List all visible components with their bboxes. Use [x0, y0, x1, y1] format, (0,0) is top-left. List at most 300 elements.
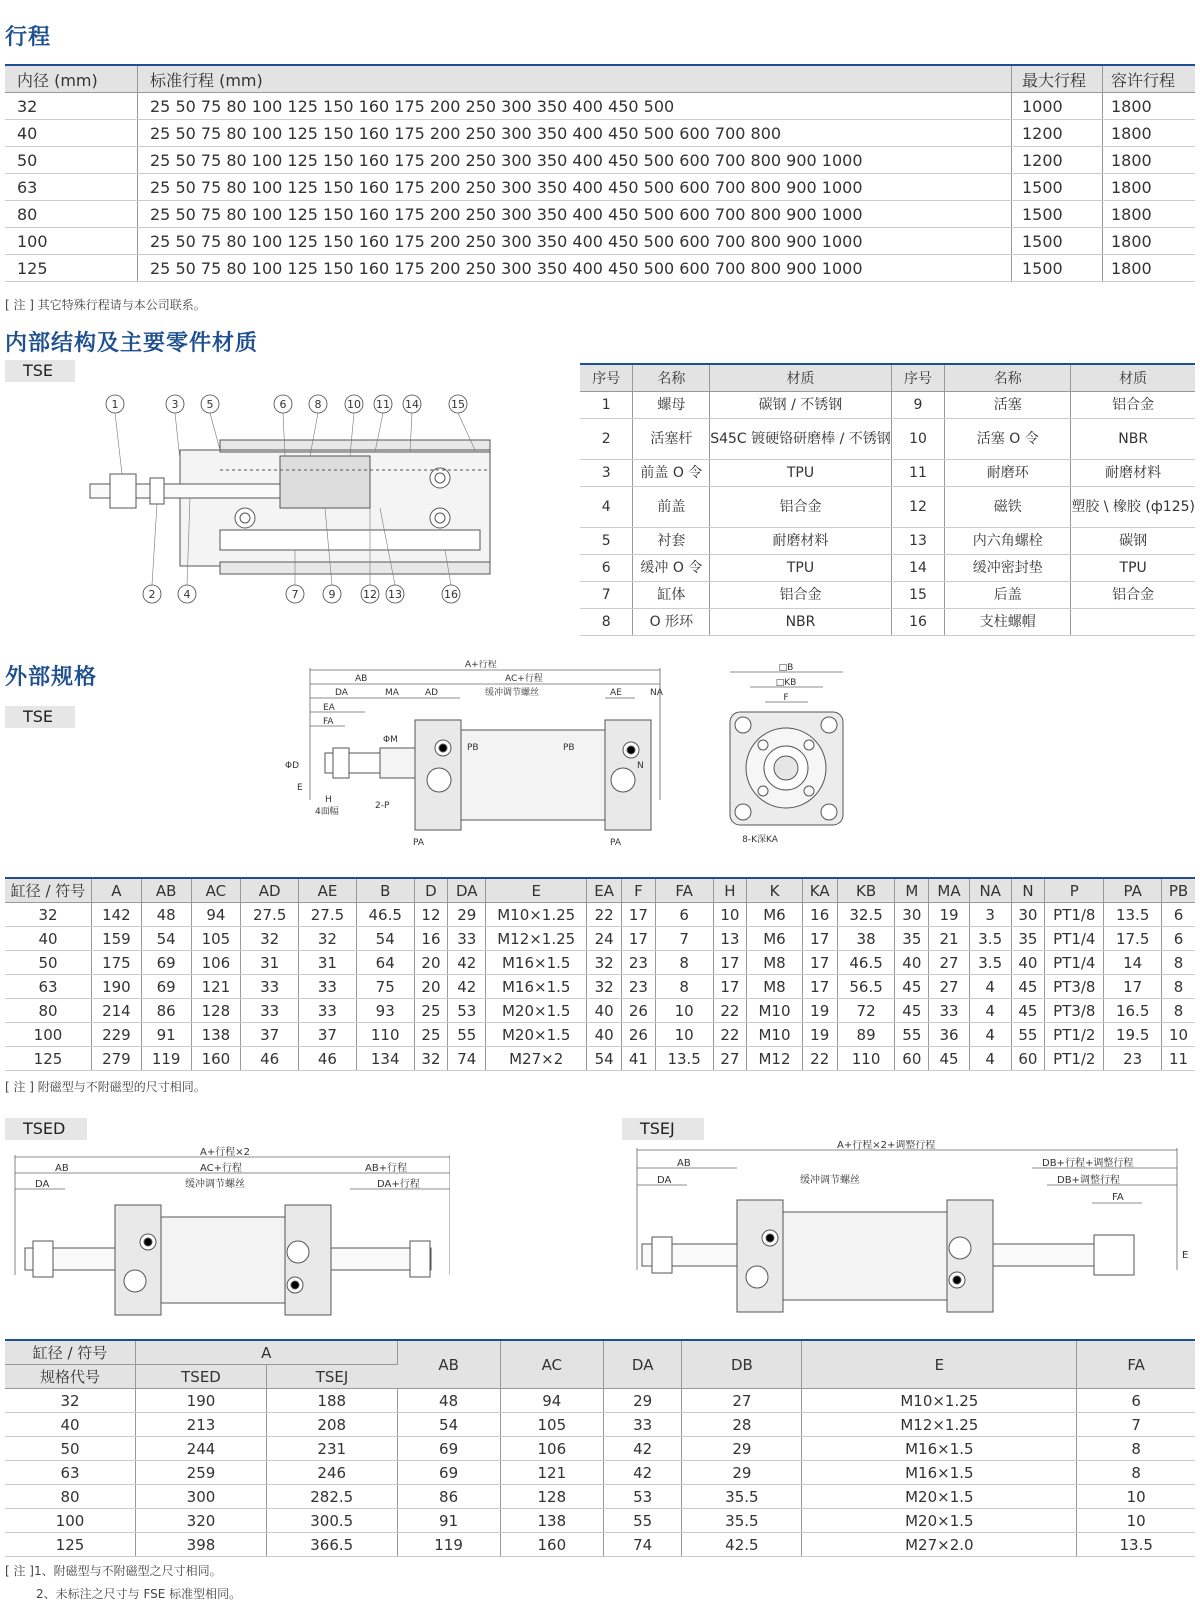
dim-label: 缓冲调节螺丝 [485, 688, 540, 698]
external-dim-cell: 33 [241, 999, 299, 1023]
mat-header: 序号 [891, 364, 944, 392]
table-row [5, 147, 1195, 174]
external-dim-cell: 45 [895, 975, 929, 999]
external-dim-cell: 4 [969, 1047, 1011, 1071]
dim-label: AC+行程 [505, 674, 543, 684]
table-row [5, 201, 1195, 228]
table-row [5, 903, 1195, 927]
external-dim-cell: 121 [191, 975, 241, 999]
external-dim-cell: 279 [92, 1047, 142, 1071]
double-dim-cell: 213 [136, 1413, 267, 1437]
material-cell: TPU [1071, 555, 1195, 582]
double-dim-cell: 54 [397, 1413, 500, 1437]
table-row [580, 392, 1195, 419]
external-header-cell: AE [299, 878, 357, 903]
external-dim-cell: 48 [141, 903, 191, 927]
double-dim-cell: 300.5 [267, 1509, 398, 1533]
external-dim-cell: 30 [895, 903, 929, 927]
double-dim-cell: 282.5 [267, 1485, 398, 1509]
external-dim-cell: 33 [299, 975, 357, 999]
stroke-max-cell: 1500 [1012, 255, 1103, 282]
external-dim-cell: 93 [356, 999, 414, 1023]
external-dim-cell: 37 [241, 1023, 299, 1047]
table-row [580, 528, 1195, 555]
dim-label: FA [323, 717, 334, 727]
external-dim-cell: 42 [448, 951, 486, 975]
external-dim-cell: PT1/2 [1045, 1047, 1104, 1071]
material-cell: 耐磨材料 [1071, 460, 1195, 487]
external-dim-cell: 45 [1011, 999, 1045, 1023]
double-dim-cell: M20×1.5 [802, 1485, 1077, 1509]
external-header-cell: KB [837, 878, 895, 903]
material-cell: S45C 镀硬铬研磨棒 / 不锈钢 [710, 419, 892, 460]
dim-label: MA [385, 688, 399, 698]
stroke-bore-cell: 100 [5, 228, 138, 255]
stroke-header-standard: 标准行程 (mm) [138, 65, 1012, 93]
material-cell: 铝合金 [710, 487, 892, 528]
external-dim-cell: 17.5 [1104, 927, 1162, 951]
external-tag: TSE [5, 706, 75, 728]
stroke-header-bore: 内径 (mm) [5, 65, 138, 93]
callout-bottom: 9 [328, 588, 336, 601]
stroke-allow-cell: 1800 [1103, 120, 1196, 147]
double-header: TSEJ [267, 1365, 398, 1389]
double-header: DB [682, 1340, 802, 1389]
external-dim-cell: 32 [414, 1047, 448, 1071]
table-row [5, 93, 1195, 120]
dim-label: DA [657, 1175, 672, 1186]
mat-header: 材质 [710, 364, 892, 392]
stroke-table [5, 64, 1195, 282]
external-dim-cell: 175 [92, 951, 142, 975]
double-rod-table [5, 1339, 1195, 1557]
external-dim-cell: 22 [802, 1047, 837, 1071]
table-row [5, 1389, 1195, 1413]
external-dim-cell: 3 [969, 903, 1011, 927]
double-header: 规格代号 [5, 1365, 136, 1389]
dim-label: DB+行程+调整行程 [1042, 1158, 1134, 1169]
stroke-header-allow: 容许行程 [1103, 65, 1196, 93]
material-cell: 内六角螺栓 [945, 528, 1071, 555]
external-header-cell: H [713, 878, 747, 903]
dim-label: 4面幅 [315, 807, 339, 817]
table-row [580, 555, 1195, 582]
double-dim-cell: 32 [5, 1389, 136, 1413]
external-dim-cell: 17 [622, 903, 656, 927]
callout-top: 15 [451, 398, 465, 411]
dim-label: PA [610, 838, 622, 848]
external-dim-cell: 64 [356, 951, 414, 975]
external-dim-cell: 31 [299, 951, 357, 975]
external-dim-cell: 69 [141, 951, 191, 975]
callout-top: 8 [314, 398, 322, 411]
external-dim-cell: 55 [895, 1023, 929, 1047]
stroke-table-header [5, 65, 1195, 93]
external-dim-cell: 32.5 [837, 903, 895, 927]
stroke-max-cell: 1000 [1012, 93, 1103, 120]
table-row [580, 609, 1195, 636]
material-cell: 8 [580, 609, 633, 636]
external-dim-cell: 16 [802, 903, 837, 927]
material-cell: 支柱螺帽 [945, 609, 1071, 636]
external-note: [ 注 ] 附磁型与不附磁型的尺寸相同。 [5, 1080, 206, 1094]
dim-label: A+行程 [465, 660, 497, 670]
external-dim-cell: 8 [655, 951, 713, 975]
stroke-bore-cell: 40 [5, 120, 138, 147]
external-dim-cell: 33 [929, 999, 970, 1023]
piston [280, 456, 370, 508]
material-cell: 7 [580, 582, 633, 609]
double-header: E [802, 1340, 1077, 1389]
external-dim-cell: 32 [587, 951, 622, 975]
double-dim-cell: 42 [603, 1437, 682, 1461]
external-header-cell: F [622, 878, 656, 903]
external-header-cell: A [92, 878, 142, 903]
external-header-cell: M [895, 878, 929, 903]
dim-label: DA+行程 [377, 1179, 420, 1190]
callout-bottom: 2 [148, 588, 156, 601]
double-dim-cell: 80 [5, 1485, 136, 1509]
external-dim-cell: 3.5 [969, 951, 1011, 975]
double-dim-cell: 10 [1077, 1509, 1195, 1533]
barrel [461, 730, 605, 820]
material-cell: 16 [891, 609, 944, 636]
external-header-cell: PB [1162, 878, 1195, 903]
external-dim-cell: 22 [713, 1023, 747, 1047]
material-cell: 5 [580, 528, 633, 555]
external-dim-cell: 16 [414, 927, 448, 951]
external-dim-cell: PT1/4 [1045, 951, 1104, 975]
external-header-cell: E [486, 878, 587, 903]
callout-bottom: 16 [444, 588, 458, 601]
table-row [5, 255, 1195, 282]
stroke-standard-cell: 25 50 75 80 100 125 150 160 175 200 250 300 350 400 450 500 600 700 800 900 1000 [138, 147, 1012, 174]
callout-top: 1 [111, 398, 119, 411]
external-dim-cell: 17 [713, 975, 747, 999]
external-dim-cell: 72 [837, 999, 895, 1023]
external-header-cell: AB [141, 878, 191, 903]
external-dim-cell: 10 [655, 999, 713, 1023]
double-dim-cell: 50 [5, 1437, 136, 1461]
stroke-standard-cell: 25 50 75 80 100 125 150 160 175 200 250 300 350 400 450 500 600 700 800 900 1000 [138, 255, 1012, 282]
double-dim-cell: 63 [5, 1461, 136, 1485]
external-header-cell: 缸径 / 符号 [5, 878, 92, 903]
material-cell: 活塞 O 令 [945, 419, 1071, 460]
stroke-max-cell: 1200 [1012, 120, 1103, 147]
external-dim-cell: M16×1.5 [486, 975, 587, 999]
double-dim-cell: 91 [397, 1509, 500, 1533]
table-row [580, 487, 1195, 528]
external-dim-cell: 46 [241, 1047, 299, 1071]
double-dim-cell: 35.5 [682, 1509, 802, 1533]
dim-label: DA [335, 688, 348, 698]
table-row [5, 1485, 1195, 1509]
double-dim-cell: 42 [603, 1461, 682, 1485]
double-dim-cell: 69 [397, 1437, 500, 1461]
external-dim-cell: 54 [587, 1047, 622, 1071]
external-dim-cell: 12 [414, 903, 448, 927]
external-dim-cell: 4 [969, 1023, 1011, 1047]
external-dim-cell: 26 [622, 999, 656, 1023]
external-dim-cell: 8 [655, 975, 713, 999]
callout-top: 6 [279, 398, 287, 411]
external-dim-cell: 125 [5, 1047, 92, 1071]
external-dim-cell: M16×1.5 [486, 951, 587, 975]
external-dim-cell: 190 [92, 975, 142, 999]
dim-label: 2-P [375, 801, 390, 811]
external-dim-cell: 214 [92, 999, 142, 1023]
double-dim-cell: 208 [267, 1413, 398, 1437]
stroke-bore-cell: 125 [5, 255, 138, 282]
external-dim-cell: 20 [414, 951, 448, 975]
external-dim-cell: 29 [448, 903, 486, 927]
structure-tag: TSE [5, 360, 75, 382]
external-dim-cell: M8 [747, 951, 802, 975]
stroke-allow-cell: 1800 [1103, 93, 1196, 120]
mat-header: 名称 [945, 364, 1071, 392]
double-dim-cell: 398 [136, 1533, 267, 1557]
external-dim-cell: 19 [802, 999, 837, 1023]
external-dim-cell: 13 [713, 927, 747, 951]
external-dim-cell: 23 [622, 975, 656, 999]
double-dim-cell: M20×1.5 [802, 1509, 1077, 1533]
external-dim-cell: 6 [1162, 927, 1195, 951]
double-dim-cell: 33 [603, 1413, 682, 1437]
external-dim-cell: 91 [141, 1023, 191, 1047]
callout-top: 11 [376, 398, 390, 411]
table-row [5, 1023, 1195, 1047]
external-dim-cell: 40 [1011, 951, 1045, 975]
external-dim-cell: 159 [92, 927, 142, 951]
material-cell: 铝合金 [710, 582, 892, 609]
dim-label: E [297, 783, 303, 793]
external-dim-cell: 40 [587, 1023, 622, 1047]
material-cell [1071, 609, 1195, 636]
dim-label: AB [677, 1158, 691, 1169]
double-dim-cell: 86 [397, 1485, 500, 1509]
double-dim-cell: 94 [500, 1389, 603, 1413]
internal-structure-drawing [70, 390, 510, 630]
external-header-cell: NA [969, 878, 1011, 903]
external-dim-cell: M20×1.5 [486, 1023, 587, 1047]
external-dim-cell: M10 [747, 1023, 802, 1047]
external-dim-cell: 32 [241, 927, 299, 951]
external-dim-cell: M10 [747, 999, 802, 1023]
material-cell: 缓冲密封垫 [945, 555, 1071, 582]
external-dim-cell: PT1/8 [1045, 903, 1104, 927]
external-dim-cell: 4 [969, 975, 1011, 999]
external-header-cell: FA [655, 878, 713, 903]
double-header: A [136, 1340, 398, 1365]
external-dimensions-table [5, 877, 1195, 1071]
external-table-header [5, 878, 1195, 903]
material-cell: 4 [580, 487, 633, 528]
external-dim-cell: M27×2 [486, 1047, 587, 1071]
stroke-bore-cell: 32 [5, 93, 138, 120]
external-dim-cell: 32 [5, 903, 92, 927]
stroke-max-cell: 1200 [1012, 147, 1103, 174]
table-row [5, 1533, 1195, 1557]
external-dim-cell: PT1/4 [1045, 927, 1104, 951]
callout-bottom: 4 [183, 588, 191, 601]
material-cell: 铝合金 [1071, 582, 1195, 609]
double-header: DA [603, 1340, 682, 1389]
external-dim-cell: 14 [1104, 951, 1162, 975]
external-dim-cell: 27.5 [299, 903, 357, 927]
material-cell: 碳钢 [1071, 528, 1195, 555]
double-dim-cell: 29 [682, 1461, 802, 1485]
double-dim-cell: 366.5 [267, 1533, 398, 1557]
materials-table [580, 363, 1195, 636]
external-dim-cell: 31 [241, 951, 299, 975]
double-header: 缸径 / 符号 [5, 1340, 136, 1365]
external-dim-cell: 55 [448, 1023, 486, 1047]
dim-label: AB [355, 674, 368, 684]
external-header-cell: KA [802, 878, 837, 903]
dim-label: 缓冲调节螺丝 [185, 1179, 245, 1190]
material-cell: 12 [891, 487, 944, 528]
external-dim-cell: 27 [713, 1047, 747, 1071]
dim-label: DA [35, 1179, 50, 1190]
stroke-standard-cell: 25 50 75 80 100 125 150 160 175 200 250 300 350 400 450 500 [138, 93, 1012, 120]
external-dim-cell: PT3/8 [1045, 999, 1104, 1023]
external-dim-cell: 4 [969, 999, 1011, 1023]
external-dim-cell: 60 [1011, 1047, 1045, 1071]
material-cell: 14 [891, 555, 944, 582]
material-cell: 前盖 [633, 487, 710, 528]
external-header-cell: N [1011, 878, 1045, 903]
material-cell: 15 [891, 582, 944, 609]
external-dim-cell: 38 [837, 927, 895, 951]
dim-label: H [325, 795, 332, 805]
external-dim-cell: 10 [713, 903, 747, 927]
external-dim-cell: 7 [655, 927, 713, 951]
external-dim-cell: 41 [622, 1047, 656, 1071]
external-dim-cell: 46.5 [837, 951, 895, 975]
double-dim-cell: M16×1.5 [802, 1461, 1077, 1485]
external-dim-cell: 17 [622, 927, 656, 951]
material-cell: O 形环 [633, 609, 710, 636]
external-dim-cell: 54 [141, 927, 191, 951]
material-cell: 缸体 [633, 582, 710, 609]
external-dim-cell: 75 [356, 975, 414, 999]
external-dim-cell: 6 [655, 903, 713, 927]
external-dim-cell: 45 [929, 1047, 970, 1071]
material-cell: 11 [891, 460, 944, 487]
material-cell: NBR [1071, 419, 1195, 460]
external-dim-cell: M12×1.25 [486, 927, 587, 951]
dim-label: □KB [775, 678, 797, 688]
external-dim-cell: 94 [191, 903, 241, 927]
dim-label: PB [467, 743, 479, 753]
double-dim-cell: 121 [500, 1461, 603, 1485]
callout-top: 5 [206, 398, 214, 411]
external-dim-cell: 3.5 [969, 927, 1011, 951]
double-dim-cell: 10 [1077, 1485, 1195, 1509]
external-dim-cell: 17 [713, 951, 747, 975]
external-dim-cell: 6 [1162, 903, 1195, 927]
external-dim-cell: 110 [356, 1023, 414, 1047]
table-row [5, 1437, 1195, 1461]
table-row [5, 951, 1195, 975]
external-dim-cell: 27 [929, 975, 970, 999]
material-cell: 10 [891, 419, 944, 460]
external-dim-cell: 74 [448, 1047, 486, 1071]
double-dim-cell: 74 [603, 1533, 682, 1557]
stroke-note: [ 注 ] 其它特殊行程请与本公司联系。 [5, 298, 206, 312]
external-dim-cell: 27 [929, 951, 970, 975]
callout-bottom: 12 [363, 588, 377, 601]
stroke-bore-cell: 50 [5, 147, 138, 174]
double-dim-cell: 160 [500, 1533, 603, 1557]
material-cell: 3 [580, 460, 633, 487]
double-dim-cell: 28 [682, 1413, 802, 1437]
double-dim-cell: 138 [500, 1509, 603, 1533]
dim-label: E [1182, 1250, 1189, 1261]
tsej-tag: TSEJ [622, 1118, 704, 1140]
material-cell: 磁铁 [945, 487, 1071, 528]
structure-section-title: 内部结构及主要零件材质 [5, 331, 259, 356]
double-dim-cell: M16×1.5 [802, 1437, 1077, 1461]
stroke-standard-cell: 25 50 75 80 100 125 150 160 175 200 250 300 350 400 450 500 600 700 800 900 1000 [138, 228, 1012, 255]
external-dim-cell: 23 [622, 951, 656, 975]
external-dim-cell: 17 [1104, 975, 1162, 999]
external-dim-cell: 22 [713, 999, 747, 1023]
double-dim-cell: 48 [397, 1389, 500, 1413]
dim-label: EA [323, 703, 335, 713]
double-header: TSED [136, 1365, 267, 1389]
table-row [5, 1047, 1195, 1071]
stroke-allow-cell: 1800 [1103, 228, 1196, 255]
external-header-cell: P [1045, 878, 1104, 903]
external-dim-cell: 32 [587, 975, 622, 999]
double-header: AB [397, 1340, 500, 1389]
table-row [5, 228, 1195, 255]
double-dim-cell: 106 [500, 1437, 603, 1461]
external-dim-cell: 10 [1162, 1023, 1195, 1047]
stroke-standard-cell: 25 50 75 80 100 125 150 160 175 200 250 300 350 400 450 500 600 700 800 [138, 120, 1012, 147]
external-dim-cell: 80 [5, 999, 92, 1023]
external-dim-cell: 33 [241, 975, 299, 999]
external-dim-cell: 36 [929, 1023, 970, 1047]
external-dim-cell: 69 [141, 975, 191, 999]
external-dim-cell: 229 [92, 1023, 142, 1047]
table-row [580, 419, 1195, 460]
dim-label: PA [413, 838, 425, 848]
external-dim-cell: 40 [587, 999, 622, 1023]
external-dim-cell: 56.5 [837, 975, 895, 999]
external-dim-cell: M6 [747, 927, 802, 951]
external-dim-cell: PT1/2 [1045, 1023, 1104, 1047]
dim-label: A+行程×2+调整行程 [837, 1140, 936, 1151]
double-dim-cell: 53 [603, 1485, 682, 1509]
double-dim-cell: 29 [682, 1437, 802, 1461]
external-header-cell: PA [1104, 878, 1162, 903]
external-dim-cell: 26 [622, 1023, 656, 1047]
external-dim-cell: M20×1.5 [486, 999, 587, 1023]
external-dim-cell: 46 [299, 1047, 357, 1071]
double-dim-cell: 13.5 [1077, 1533, 1195, 1557]
dim-label: NA [650, 688, 663, 698]
table-row [5, 1461, 1195, 1485]
dim-label: AE [610, 688, 622, 698]
tsej-drawing [622, 1140, 1197, 1325]
double-header: FA [1077, 1340, 1195, 1389]
rod-nut [110, 474, 136, 508]
external-dim-cell: 25 [414, 999, 448, 1023]
materials-table-header [580, 364, 1195, 392]
stroke-bore-cell: 80 [5, 201, 138, 228]
